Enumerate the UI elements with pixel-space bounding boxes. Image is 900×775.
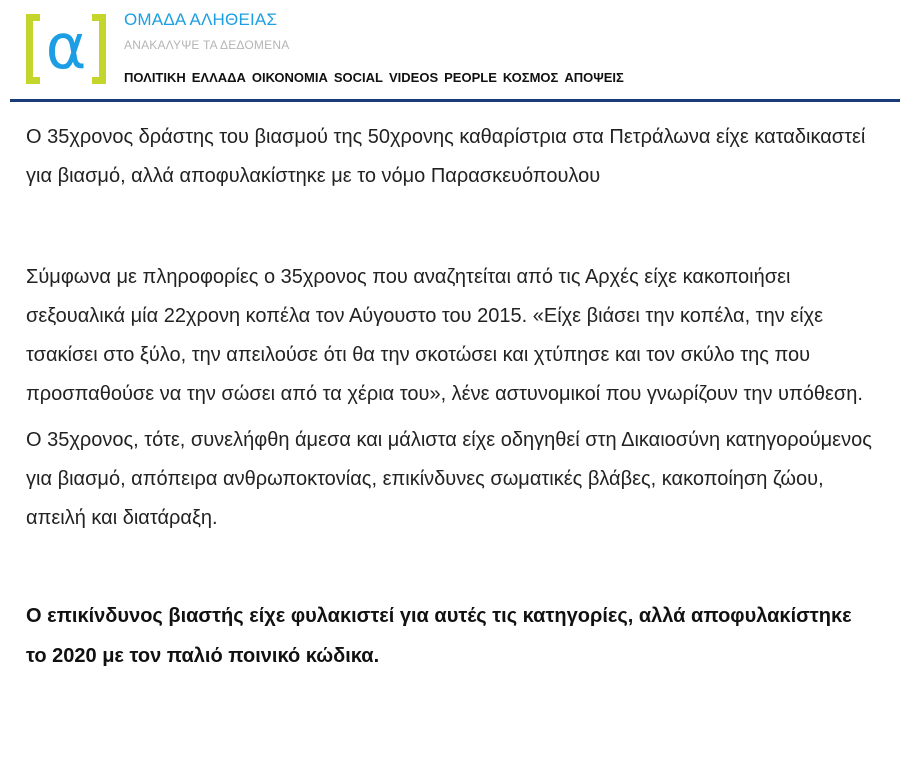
- article-paragraph: Ο 35χρονος, τότε, συνελήφθη άμεσα και μάλιστα είχε οδηγηθεί στη Δικαιοσύνη κατηγορούμενος για βιασμό, απόπειρα ανθρωποκτονίας, επικίνδυνες σωματικές βλάβες, κακοποίηση ζώου, απειλή και διατάραξη.: [26, 429, 872, 529]
- header-divider: [10, 99, 900, 102]
- nav-item-kosmos[interactable]: ΚΟΣΜΟΣ: [502, 70, 559, 85]
- nav-item-videos[interactable]: VIDEOS: [389, 70, 439, 85]
- article-body: [26, 118, 876, 676]
- site-logo[interactable]: [26, 10, 106, 84]
- logo-right-bracket: [92, 14, 106, 84]
- nav-item-social[interactable]: SOCIAL: [333, 70, 383, 85]
- logo-letter: α: [45, 10, 87, 83]
- article-lead: Ο 35χρονος δράστης του βιασμού της 50χρονης καθαρίστρια στα Πετράλωνα είχε καταδικαστεί για βιασμό, αλλά αποφυλακίστηκε με το νόμο Παρασκευόπουλου: [26, 126, 866, 187]
- nav-item-people[interactable]: PEOPLE: [444, 70, 497, 85]
- nav-item-ellada[interactable]: ΕΛΛΑΔΑ: [191, 70, 246, 85]
- logo-left-bracket: [26, 14, 40, 84]
- main-nav: [124, 70, 624, 85]
- nav-item-politiki[interactable]: ΠΟΛΙΤΙΚΗ: [124, 70, 186, 85]
- article-paragraph: Σύμφωνα με πληροφορίες ο 35χρονος που αναζητείται από τις Αρχές είχε κακοποιήσει σεξουαλικά μία 22χρονη κοπέλα τον Αύγουστο του 2015. «Είχε βιάσει την κοπέλα, την είχε τσακίσει στο ξύλο, την απειλούσε ότι θα την σκοτώσει και χτύπησε και τον σκύλο της που προσπαθούσε να την σώσει από τα χέρια του», λένε αστυνομικοί που γνωρίζουν την υπόθεση.: [26, 266, 863, 405]
- site-name[interactable]: ΟΜΑΔΑ ΑΛΗΘΕΙΑΣ: [124, 10, 278, 29]
- article-bold-paragraph: Ο επικίνδυνος βιαστής είχε φυλακιστεί για αυτές τις κατηγορίες, αλλά αποφυλακίστηκε το 2020 με τον παλιό ποινικό κώδικα.: [26, 605, 852, 667]
- nav-item-oikonomia[interactable]: ΟΙΚΟΝΟΜΙΑ: [251, 70, 328, 85]
- site-tagline: ΑΝΑΚΑΛΥΨΕ ΤΑ ΔΕΔΟΜΕΝΑ: [124, 38, 290, 52]
- nav-item-apopseis[interactable]: ΑΠΟΨΕΙΣ: [564, 70, 624, 85]
- site-header: [0, 0, 900, 100]
